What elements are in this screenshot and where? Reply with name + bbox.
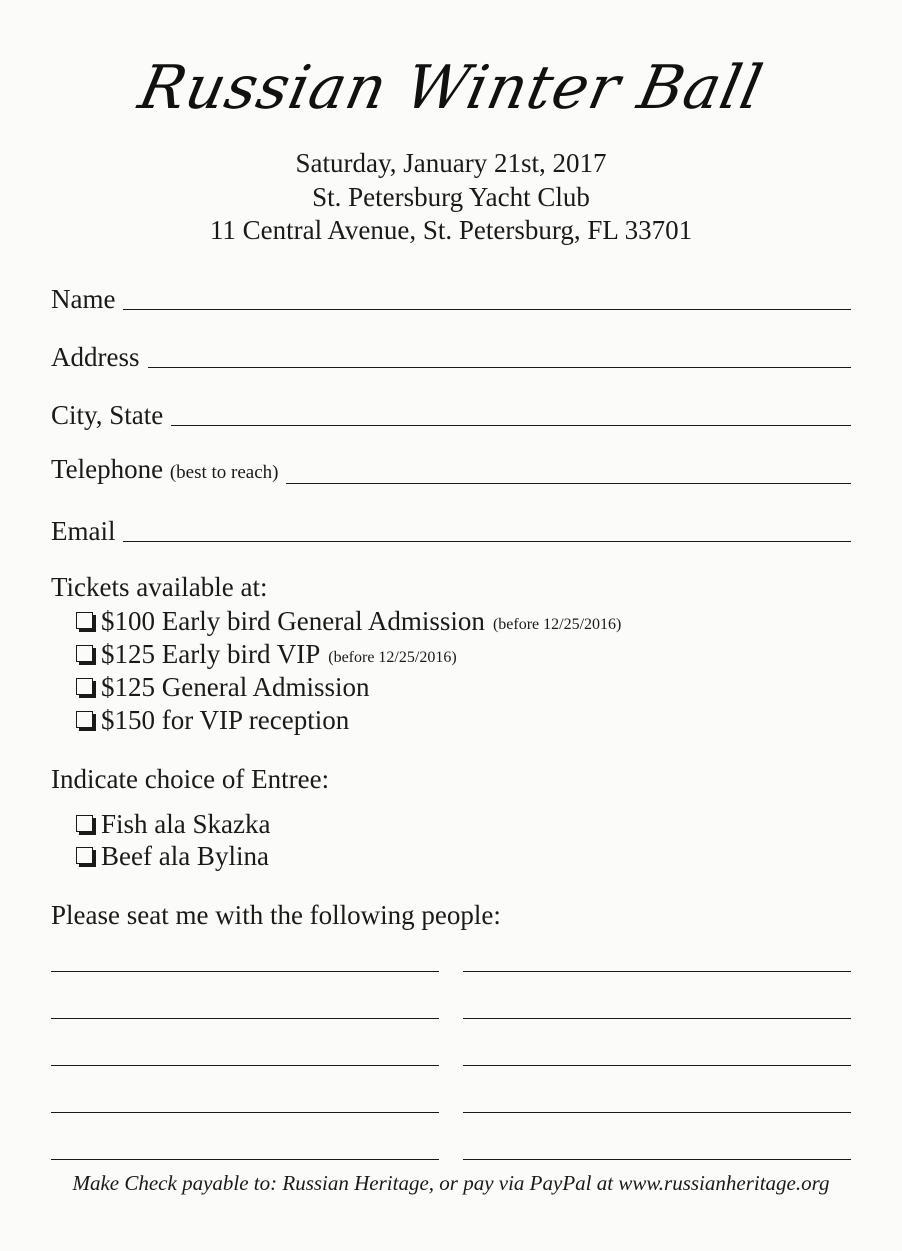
- address-label: Address: [51, 342, 140, 372]
- name-label: Name: [51, 284, 116, 314]
- entree-option[interactable]: [76, 840, 269, 872]
- entree-heading: Indicate choice of Entree:: [51, 764, 330, 794]
- event-venue: St. Petersburg Yacht Club: [312, 182, 590, 212]
- checkbox-icon[interactable]: [76, 711, 93, 728]
- address-field[interactable]: [51, 334, 851, 372]
- telephone-input-line[interactable]: [286, 459, 851, 484]
- event-address: 11 Central Avenue, St. Petersburg, FL 33701: [209, 215, 693, 245]
- name-field[interactable]: [51, 276, 851, 314]
- seat-guest-line[interactable]: [51, 1018, 439, 1019]
- seat-guest-line[interactable]: [463, 1159, 851, 1160]
- name-input-line[interactable]: [123, 285, 851, 310]
- checkbox-icon[interactable]: [76, 847, 93, 864]
- city-state-input-line[interactable]: [171, 401, 851, 426]
- checkbox-icon[interactable]: [76, 678, 93, 695]
- address-input-line[interactable]: [148, 343, 852, 368]
- ticket-option[interactable]: [76, 638, 457, 670]
- ticket-option-label: $125 General Admission: [101, 672, 370, 702]
- seating-heading: Please seat me with the following people:: [51, 900, 501, 930]
- city-state-field[interactable]: [51, 392, 851, 430]
- payment-note: Make Check payable to: Russian Heritage, or pay via PayPal at www.russianheritage.org: [72, 1171, 830, 1195]
- ticket-option[interactable]: [76, 704, 349, 736]
- event-date: Saturday, January 21st, 2017: [295, 148, 607, 178]
- event-title: Russian Winter Ball: [132, 53, 770, 123]
- entree-option-label: Beef ala Bylina: [101, 841, 269, 871]
- checkbox-icon[interactable]: [76, 612, 93, 629]
- seat-guest-line[interactable]: [463, 1018, 851, 1019]
- ticket-option[interactable]: [76, 671, 369, 703]
- tickets-heading: Tickets available at:: [51, 572, 268, 602]
- seat-guest-line[interactable]: [51, 1159, 439, 1160]
- checkbox-icon[interactable]: [76, 815, 93, 832]
- email-input-line[interactable]: [123, 517, 851, 542]
- telephone-field[interactable]: [51, 450, 851, 488]
- email-field[interactable]: [51, 508, 851, 546]
- ticket-option-note: (before 12/25/2016): [328, 649, 457, 666]
- seat-guest-line[interactable]: [463, 1065, 851, 1066]
- ticket-option-label: $125 Early bird VIP: [101, 639, 321, 669]
- seat-guest-line[interactable]: [463, 971, 851, 972]
- email-label: Email: [51, 516, 116, 546]
- seat-guest-line[interactable]: [51, 971, 439, 972]
- ticket-option[interactable]: [76, 605, 621, 637]
- ticket-option-label: $100 Early bird General Admission: [101, 606, 485, 636]
- ticket-option-note: (before 12/25/2016): [492, 616, 622, 633]
- ticket-option-label: $150 for VIP reception: [101, 705, 350, 735]
- entree-option[interactable]: [76, 808, 270, 840]
- entree-option-label: Fish ala Skazka: [101, 809, 271, 839]
- telephone-note: (best to reach): [169, 462, 279, 483]
- seat-guest-line[interactable]: [463, 1112, 851, 1113]
- telephone-label: Telephone (best to reach): [51, 454, 279, 484]
- seat-guest-line[interactable]: [51, 1112, 439, 1113]
- seat-guest-line[interactable]: [51, 1065, 439, 1066]
- city-state-label: City, State: [51, 400, 164, 430]
- checkbox-icon[interactable]: [76, 645, 93, 662]
